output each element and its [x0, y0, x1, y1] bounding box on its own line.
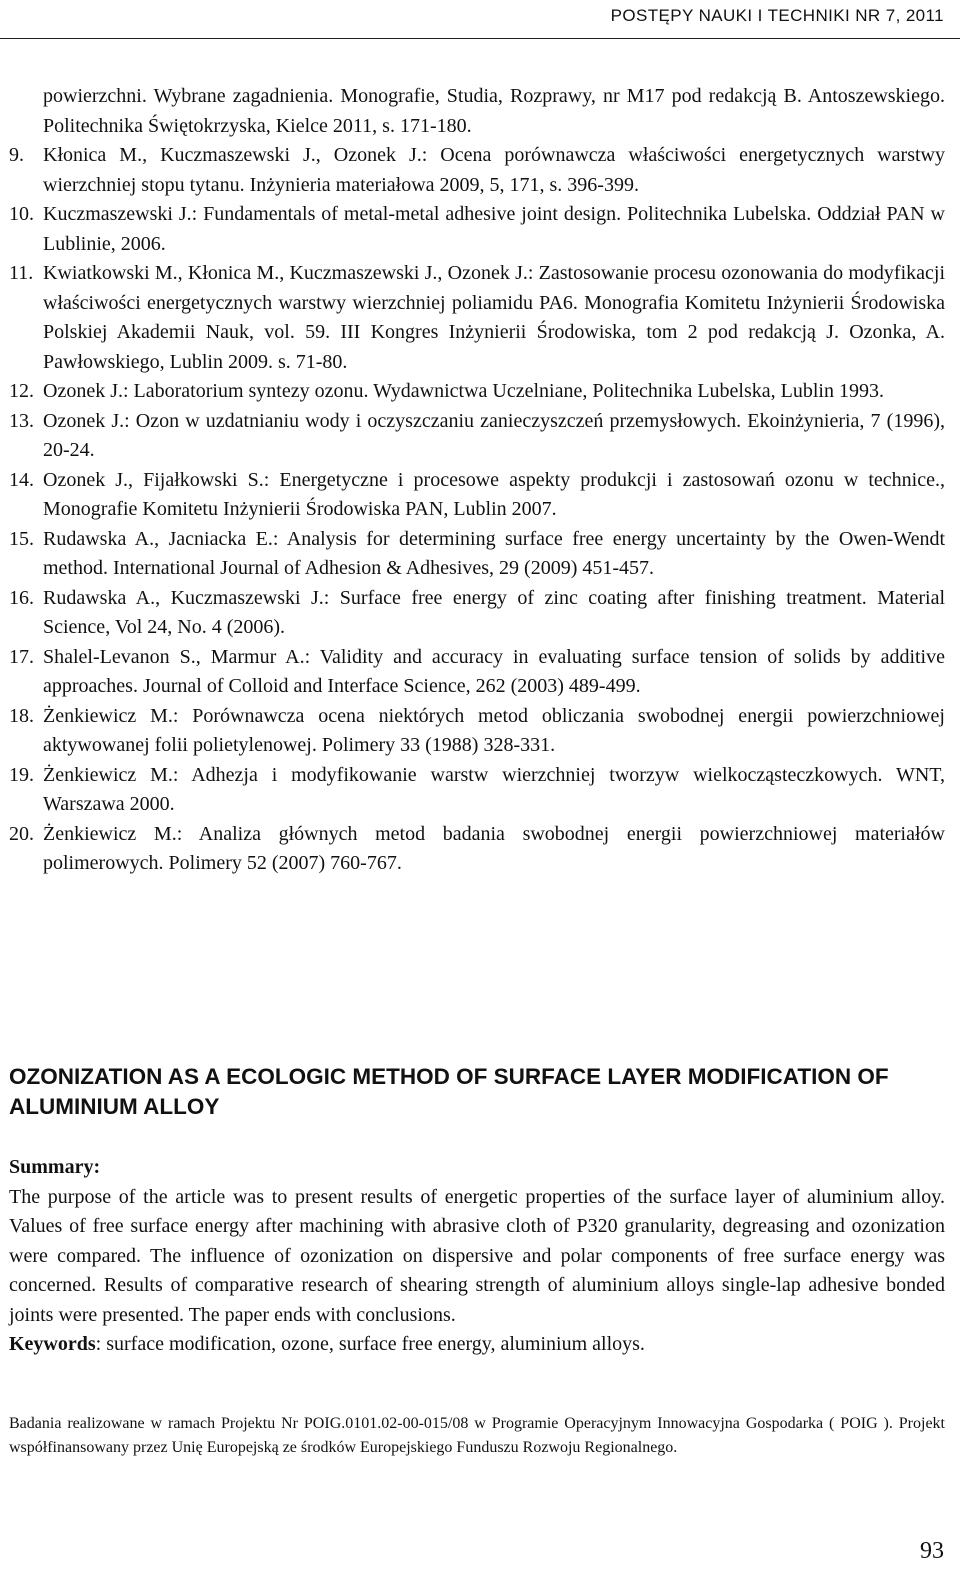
reference-item: [9, 761, 945, 820]
keywords-line: [9, 1330, 945, 1360]
reference-item: [9, 82, 945, 141]
keywords-text: : surface modification, ozone, surface free energy, aluminium alloys.: [95, 1333, 645, 1355]
reference-item: [9, 377, 945, 407]
reference-text: Ozonek J.: Ozon w uzdatnianiu wody i oczyszczaniu zanieczyszczeń przemysłowych. Ekoinżynieria, 7 (1996), 20-24.: [43, 409, 945, 461]
article-title: OZONIZATION AS A ECOLOGIC METHOD OF SURFACE LAYER MODIFICATION OF ALUMINIUM ALLOY: [9, 1064, 889, 1119]
reference-number: 20.: [9, 822, 34, 845]
reference-number: 18.: [9, 704, 34, 727]
reference-item: [9, 525, 945, 584]
keywords-label: Keywords: [9, 1333, 96, 1355]
reference-text: Shalel-Levanon S., Marmur A.: Validity and accuracy in evaluating surface tension of solids by additive approaches. Journal of Colloid and Interface Science, 262 (2003) 489-499.: [43, 645, 945, 697]
journal-title: POSTĘPY NAUKI I TECHNIKI NR 7, 2011: [610, 6, 944, 25]
reference-item: [9, 407, 945, 466]
reference-item: [9, 259, 945, 377]
reference-number: 12.: [9, 380, 34, 402]
running-header: [0, 0, 960, 39]
reference-text: Żenkiewicz M.: Adhezja i modyfikowanie warstw wierzchniej tworzyw wielkocząsteczkowych. WNT, Warszawa 2000.: [43, 763, 945, 815]
reference-number: 10.: [9, 203, 34, 225]
reference-item: [9, 820, 945, 879]
reference-number: 14.: [9, 468, 34, 491]
reference-number: 13.: [9, 409, 34, 432]
reference-text: Żenkiewicz M.: Porównawcza ocena niektórych metod obliczania swobodnej energii powierzchniowej aktywowanej folii polietylenowej. Polimery 33 (1988) 328-331.: [43, 704, 945, 756]
reference-item: [9, 702, 945, 761]
reference-item: [9, 466, 945, 525]
reference-text: Ozonek J.: Laboratorium syntezy ozonu. Wydawnictwa Uczelniane, Politechnika Lubelska, Lublin 1993.: [43, 380, 884, 402]
reference-text: Rudawska A., Jacniacka E.: Analysis for determining surface free energy uncertainty by the Owen-Wendt method. International Journal of Adhesion & Adhesives, 29 (2009) 451-457.: [43, 527, 945, 579]
reference-text: Kłonica M., Kuczmaszewski J., Ozonek J.: Ocena porównawcza właściwości energetycznych warstwy wierzchniej stopu tytanu. Inżynieria materiałowa 2009, 5, 171, s. 396-399.: [43, 144, 945, 196]
reference-number: 17.: [9, 645, 34, 668]
reference-item: [9, 200, 945, 259]
page-number: 93: [920, 1538, 944, 1564]
funding-note: Badania realizowane w ramach Projektu Nr POIG.0101.02-00-015/08 w Programie Operacyjnym Innowacyjna Gospodarka ( POIG ). Projekt współfinansowany przez Unię Europejską ze środków Europejskiego Funduszu Rozwoju Regionalnego.: [9, 1415, 945, 1456]
reference-item: [9, 643, 945, 702]
reference-item: [9, 584, 945, 643]
reference-text: Ozonek J., Fijałkowski S.: Energetyczne i procesowe aspekty produkcji i zastosowań ozonu w technice., Monografie Komitetu Inżynierii Środowiska PAN, Lublin 2007.: [43, 468, 945, 520]
reference-number: 16.: [9, 586, 34, 609]
reference-item: [9, 141, 945, 200]
reference-number: 9.: [9, 144, 24, 166]
reference-text: Rudawska A., Kuczmaszewski J.: Surface free energy of zinc coating after finishing treatment. Material Science, Vol 24, No. 4 (2006).: [43, 586, 945, 638]
reference-text: Kuczmaszewski J.: Fundamentals of metal-metal adhesive joint design. Politechnika Lubelska. Oddział PAN w Lublinie, 2006.: [43, 203, 945, 255]
reference-number: 15.: [9, 527, 34, 550]
reference-number: 11.: [9, 262, 34, 284]
reference-text: powierzchni. Wybrane zagadnienia. Monografie, Studia, Rozprawy, nr M17 pod redakcją B. Antoszewskiego. Politechnika Świętokrzyska, Kielce 2011, s. 171-180.: [43, 85, 945, 137]
summary-heading: Summary:: [9, 1156, 101, 1178]
summary-text: The purpose of the article was to present results of energetic properties of the surface layer of aluminium alloy. Values of free surface energy after machining with abrasive cloth of P320 granularity, degreasing and ozonization were compared. The influence of ozonization on dispersive and polar components of free surface energy was concerned. Results of comparative research of shearing strength of aluminium alloys single-lap adhesive bonded joints were presented. The paper ends with conclusions.: [9, 1185, 945, 1326]
reference-text: Żenkiewicz M.: Analiza głównych metod badania swobodnej energii powierzchniowej materiałów polimerowych. Polimery 52 (2007) 760-767.: [43, 822, 945, 874]
reference-number: 19.: [9, 763, 34, 786]
reference-text: Kwiatkowski M., Kłonica M., Kuczmaszewski J., Ozonek J.: Zastosowanie procesu ozonowania do modyfikacji właściwości energetycznych warstwy wierzchniej poliamidu PA6. Monografia Komitetu Inżynierii Środowiska Polskiej Akademii Nauk, vol. 59. III Kongres Inżynierii Środowiska, tom 2 pod redakcją J. Ozonka, A. Pawłowskiego, Lublin 2009. s. 71-80.: [43, 262, 945, 373]
reference-list: [9, 82, 945, 879]
abstract-section: [9, 1153, 945, 1360]
